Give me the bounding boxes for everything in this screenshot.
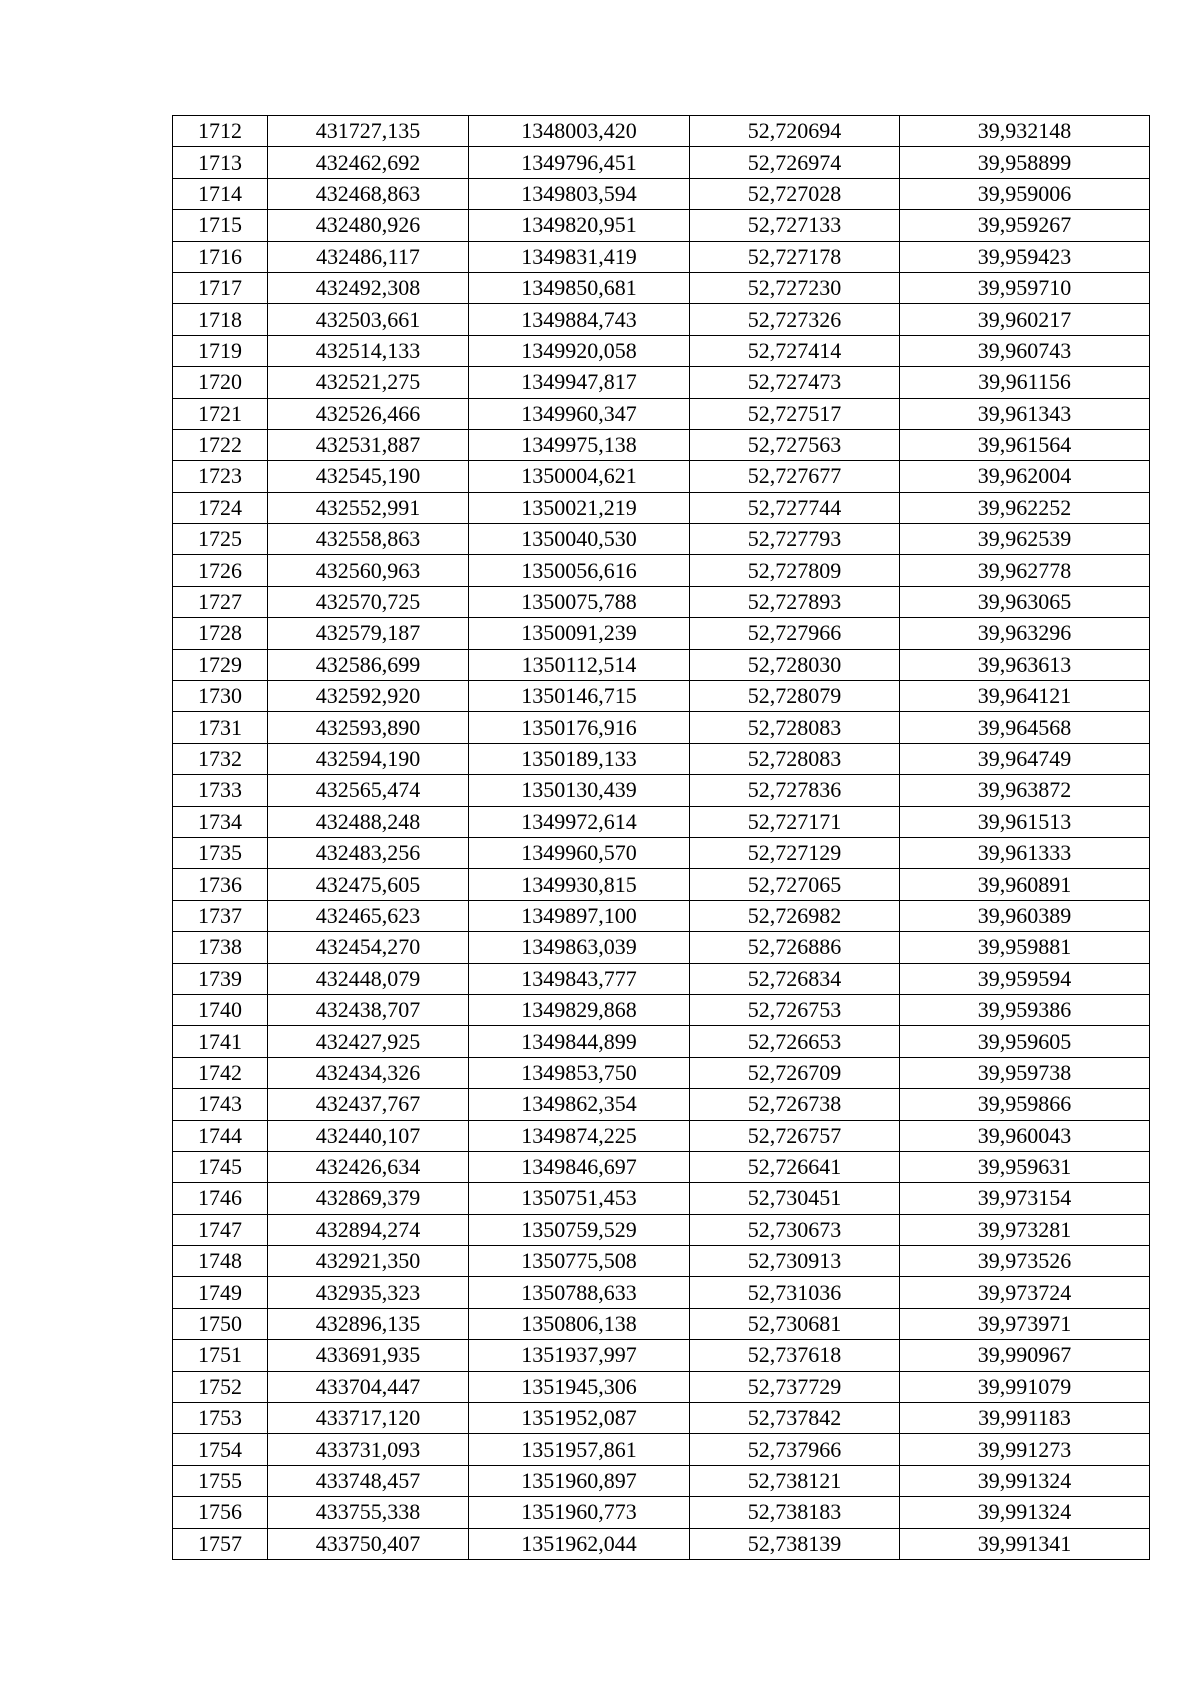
x-coordinate-cell: 432434,326 bbox=[268, 1057, 469, 1088]
latitude-cell: 52,727893 bbox=[690, 586, 900, 617]
longitude-cell: 39,964568 bbox=[900, 712, 1150, 743]
table-row bbox=[173, 806, 1150, 837]
y-coordinate-cell: 1351960,897 bbox=[469, 1465, 690, 1496]
point-number-cell: 1735 bbox=[173, 837, 268, 868]
longitude-cell: 39,991183 bbox=[900, 1403, 1150, 1434]
point-number-cell: 1741 bbox=[173, 1026, 268, 1057]
latitude-cell: 52,727171 bbox=[690, 806, 900, 837]
latitude-cell: 52,728030 bbox=[690, 649, 900, 680]
y-coordinate-cell: 1351937,997 bbox=[469, 1340, 690, 1371]
table-row bbox=[173, 147, 1150, 178]
y-coordinate-cell: 1350056,616 bbox=[469, 555, 690, 586]
latitude-cell: 52,730913 bbox=[690, 1246, 900, 1277]
table-row bbox=[173, 900, 1150, 931]
longitude-cell: 39,959710 bbox=[900, 272, 1150, 303]
x-coordinate-cell: 432475,605 bbox=[268, 869, 469, 900]
latitude-cell: 52,726757 bbox=[690, 1120, 900, 1151]
table-row bbox=[173, 1497, 1150, 1528]
x-coordinate-cell: 432468,863 bbox=[268, 178, 469, 209]
longitude-cell: 39,960043 bbox=[900, 1120, 1150, 1151]
y-coordinate-cell: 1349844,899 bbox=[469, 1026, 690, 1057]
x-coordinate-cell: 432592,920 bbox=[268, 681, 469, 712]
point-number-cell: 1726 bbox=[173, 555, 268, 586]
table-row bbox=[173, 1340, 1150, 1371]
x-coordinate-cell: 433731,093 bbox=[268, 1434, 469, 1465]
y-coordinate-cell: 1349972,614 bbox=[469, 806, 690, 837]
latitude-cell: 52,727809 bbox=[690, 555, 900, 586]
x-coordinate-cell: 432514,133 bbox=[268, 335, 469, 366]
x-coordinate-cell: 432448,079 bbox=[268, 963, 469, 994]
point-number-cell: 1730 bbox=[173, 681, 268, 712]
x-coordinate-cell: 432492,308 bbox=[268, 272, 469, 303]
table-row bbox=[173, 1528, 1150, 1559]
y-coordinate-cell: 1350751,453 bbox=[469, 1183, 690, 1214]
point-number-cell: 1732 bbox=[173, 743, 268, 774]
longitude-cell: 39,959423 bbox=[900, 241, 1150, 272]
x-coordinate-cell: 433748,457 bbox=[268, 1465, 469, 1496]
y-coordinate-cell: 1350759,529 bbox=[469, 1214, 690, 1245]
latitude-cell: 52,738139 bbox=[690, 1528, 900, 1559]
y-coordinate-cell: 1351960,773 bbox=[469, 1497, 690, 1528]
x-coordinate-cell: 432480,926 bbox=[268, 210, 469, 241]
latitude-cell: 52,730673 bbox=[690, 1214, 900, 1245]
longitude-cell: 39,959267 bbox=[900, 210, 1150, 241]
point-number-cell: 1738 bbox=[173, 932, 268, 963]
x-coordinate-cell: 432437,767 bbox=[268, 1089, 469, 1120]
x-coordinate-cell: 432426,634 bbox=[268, 1151, 469, 1182]
x-coordinate-cell: 432921,350 bbox=[268, 1246, 469, 1277]
longitude-cell: 39,959738 bbox=[900, 1057, 1150, 1088]
longitude-cell: 39,961156 bbox=[900, 367, 1150, 398]
table-row bbox=[173, 775, 1150, 806]
x-coordinate-cell: 433704,447 bbox=[268, 1371, 469, 1402]
y-coordinate-cell: 1350189,133 bbox=[469, 743, 690, 774]
latitude-cell: 52,728083 bbox=[690, 743, 900, 774]
point-number-cell: 1712 bbox=[173, 116, 268, 147]
latitude-cell: 52,726834 bbox=[690, 963, 900, 994]
point-number-cell: 1747 bbox=[173, 1214, 268, 1245]
point-number-cell: 1720 bbox=[173, 367, 268, 398]
table-row bbox=[173, 743, 1150, 774]
point-number-cell: 1757 bbox=[173, 1528, 268, 1559]
latitude-cell: 52,727793 bbox=[690, 524, 900, 555]
longitude-cell: 39,973971 bbox=[900, 1308, 1150, 1339]
point-number-cell: 1727 bbox=[173, 586, 268, 617]
y-coordinate-cell: 1349853,750 bbox=[469, 1057, 690, 1088]
table-row bbox=[173, 1214, 1150, 1245]
latitude-cell: 52,737618 bbox=[690, 1340, 900, 1371]
table-row bbox=[173, 461, 1150, 492]
x-coordinate-cell: 432462,692 bbox=[268, 147, 469, 178]
latitude-cell: 52,727028 bbox=[690, 178, 900, 209]
longitude-cell: 39,963065 bbox=[900, 586, 1150, 617]
y-coordinate-cell: 1349831,419 bbox=[469, 241, 690, 272]
table-row bbox=[173, 932, 1150, 963]
table-row bbox=[173, 1183, 1150, 1214]
table-row bbox=[173, 1057, 1150, 1088]
point-number-cell: 1737 bbox=[173, 900, 268, 931]
x-coordinate-cell: 432935,323 bbox=[268, 1277, 469, 1308]
y-coordinate-cell: 1351962,044 bbox=[469, 1528, 690, 1559]
longitude-cell: 39,963872 bbox=[900, 775, 1150, 806]
table-row bbox=[173, 1371, 1150, 1402]
latitude-cell: 52,737842 bbox=[690, 1403, 900, 1434]
x-coordinate-cell: 432558,863 bbox=[268, 524, 469, 555]
point-number-cell: 1754 bbox=[173, 1434, 268, 1465]
latitude-cell: 52,727230 bbox=[690, 272, 900, 303]
y-coordinate-cell: 1349884,743 bbox=[469, 304, 690, 335]
latitude-cell: 52,728083 bbox=[690, 712, 900, 743]
longitude-cell: 39,964749 bbox=[900, 743, 1150, 774]
x-coordinate-cell: 431727,135 bbox=[268, 116, 469, 147]
y-coordinate-cell: 1348003,420 bbox=[469, 116, 690, 147]
x-coordinate-cell: 432593,890 bbox=[268, 712, 469, 743]
point-number-cell: 1744 bbox=[173, 1120, 268, 1151]
y-coordinate-cell: 1349947,817 bbox=[469, 367, 690, 398]
longitude-cell: 39,990967 bbox=[900, 1340, 1150, 1371]
point-number-cell: 1750 bbox=[173, 1308, 268, 1339]
point-number-cell: 1742 bbox=[173, 1057, 268, 1088]
latitude-cell: 52,726641 bbox=[690, 1151, 900, 1182]
longitude-cell: 39,991273 bbox=[900, 1434, 1150, 1465]
longitude-cell: 39,961343 bbox=[900, 398, 1150, 429]
point-number-cell: 1715 bbox=[173, 210, 268, 241]
latitude-cell: 52,730451 bbox=[690, 1183, 900, 1214]
x-coordinate-cell: 432454,270 bbox=[268, 932, 469, 963]
y-coordinate-cell: 1351945,306 bbox=[469, 1371, 690, 1402]
x-coordinate-cell: 432565,474 bbox=[268, 775, 469, 806]
longitude-cell: 39,960217 bbox=[900, 304, 1150, 335]
y-coordinate-cell: 1349796,451 bbox=[469, 147, 690, 178]
table-row bbox=[173, 1246, 1150, 1277]
point-number-cell: 1718 bbox=[173, 304, 268, 335]
y-coordinate-cell: 1350040,530 bbox=[469, 524, 690, 555]
point-number-cell: 1716 bbox=[173, 241, 268, 272]
x-coordinate-cell: 432503,661 bbox=[268, 304, 469, 335]
latitude-cell: 52,737966 bbox=[690, 1434, 900, 1465]
table-row bbox=[173, 618, 1150, 649]
longitude-cell: 39,973724 bbox=[900, 1277, 1150, 1308]
latitude-cell: 52,727563 bbox=[690, 429, 900, 460]
x-coordinate-cell: 432894,274 bbox=[268, 1214, 469, 1245]
latitude-cell: 52,730681 bbox=[690, 1308, 900, 1339]
x-coordinate-cell: 432465,623 bbox=[268, 900, 469, 931]
latitude-cell: 52,726753 bbox=[690, 994, 900, 1025]
x-coordinate-cell: 432427,925 bbox=[268, 1026, 469, 1057]
latitude-cell: 52,731036 bbox=[690, 1277, 900, 1308]
longitude-cell: 39,962252 bbox=[900, 492, 1150, 523]
y-coordinate-cell: 1351957,861 bbox=[469, 1434, 690, 1465]
table-row bbox=[173, 1089, 1150, 1120]
latitude-cell: 52,727129 bbox=[690, 837, 900, 868]
x-coordinate-cell: 432579,187 bbox=[268, 618, 469, 649]
x-coordinate-cell: 432440,107 bbox=[268, 1120, 469, 1151]
longitude-cell: 39,962778 bbox=[900, 555, 1150, 586]
latitude-cell: 52,726709 bbox=[690, 1057, 900, 1088]
longitude-cell: 39,961513 bbox=[900, 806, 1150, 837]
latitude-cell: 52,727133 bbox=[690, 210, 900, 241]
longitude-cell: 39,959631 bbox=[900, 1151, 1150, 1182]
longitude-cell: 39,973526 bbox=[900, 1246, 1150, 1277]
point-number-cell: 1731 bbox=[173, 712, 268, 743]
point-number-cell: 1723 bbox=[173, 461, 268, 492]
table-row bbox=[173, 429, 1150, 460]
table-row bbox=[173, 1151, 1150, 1182]
point-number-cell: 1736 bbox=[173, 869, 268, 900]
table-row bbox=[173, 681, 1150, 712]
x-coordinate-cell: 432869,379 bbox=[268, 1183, 469, 1214]
x-coordinate-cell: 432570,725 bbox=[268, 586, 469, 617]
point-number-cell: 1746 bbox=[173, 1183, 268, 1214]
table-row bbox=[173, 1403, 1150, 1434]
latitude-cell: 52,728079 bbox=[690, 681, 900, 712]
x-coordinate-cell: 432531,887 bbox=[268, 429, 469, 460]
x-coordinate-cell: 432526,466 bbox=[268, 398, 469, 429]
table-row bbox=[173, 272, 1150, 303]
point-number-cell: 1714 bbox=[173, 178, 268, 209]
point-number-cell: 1753 bbox=[173, 1403, 268, 1434]
table-row bbox=[173, 1465, 1150, 1496]
table-row bbox=[173, 869, 1150, 900]
y-coordinate-cell: 1350091,239 bbox=[469, 618, 690, 649]
latitude-cell: 52,727517 bbox=[690, 398, 900, 429]
x-coordinate-cell: 433691,935 bbox=[268, 1340, 469, 1371]
longitude-cell: 39,960891 bbox=[900, 869, 1150, 900]
longitude-cell: 39,959386 bbox=[900, 994, 1150, 1025]
table-row bbox=[173, 586, 1150, 617]
longitude-cell: 39,959605 bbox=[900, 1026, 1150, 1057]
point-number-cell: 1755 bbox=[173, 1465, 268, 1496]
y-coordinate-cell: 1350775,508 bbox=[469, 1246, 690, 1277]
y-coordinate-cell: 1350146,715 bbox=[469, 681, 690, 712]
longitude-cell: 39,991341 bbox=[900, 1528, 1150, 1559]
longitude-cell: 39,963296 bbox=[900, 618, 1150, 649]
y-coordinate-cell: 1349920,058 bbox=[469, 335, 690, 366]
x-coordinate-cell: 432438,707 bbox=[268, 994, 469, 1025]
table-row bbox=[173, 1120, 1150, 1151]
point-number-cell: 1748 bbox=[173, 1246, 268, 1277]
coordinates-table bbox=[172, 115, 1150, 1560]
y-coordinate-cell: 1349820,951 bbox=[469, 210, 690, 241]
table-row bbox=[173, 837, 1150, 868]
point-number-cell: 1745 bbox=[173, 1151, 268, 1182]
point-number-cell: 1739 bbox=[173, 963, 268, 994]
y-coordinate-cell: 1351952,087 bbox=[469, 1403, 690, 1434]
y-coordinate-cell: 1349843,777 bbox=[469, 963, 690, 994]
y-coordinate-cell: 1350806,138 bbox=[469, 1308, 690, 1339]
latitude-cell: 52,727744 bbox=[690, 492, 900, 523]
table-row bbox=[173, 649, 1150, 680]
latitude-cell: 52,727065 bbox=[690, 869, 900, 900]
table-row bbox=[173, 210, 1150, 241]
x-coordinate-cell: 432552,991 bbox=[268, 492, 469, 523]
y-coordinate-cell: 1349846,697 bbox=[469, 1151, 690, 1182]
longitude-cell: 39,959866 bbox=[900, 1089, 1150, 1120]
latitude-cell: 52,738183 bbox=[690, 1497, 900, 1528]
x-coordinate-cell: 432586,699 bbox=[268, 649, 469, 680]
longitude-cell: 39,991079 bbox=[900, 1371, 1150, 1402]
table-row bbox=[173, 367, 1150, 398]
longitude-cell: 39,959881 bbox=[900, 932, 1150, 963]
x-coordinate-cell: 433750,407 bbox=[268, 1528, 469, 1559]
point-number-cell: 1725 bbox=[173, 524, 268, 555]
y-coordinate-cell: 1350130,439 bbox=[469, 775, 690, 806]
latitude-cell: 52,737729 bbox=[690, 1371, 900, 1402]
longitude-cell: 39,960389 bbox=[900, 900, 1150, 931]
latitude-cell: 52,727836 bbox=[690, 775, 900, 806]
point-number-cell: 1743 bbox=[173, 1089, 268, 1120]
y-coordinate-cell: 1349803,594 bbox=[469, 178, 690, 209]
longitude-cell: 39,973154 bbox=[900, 1183, 1150, 1214]
longitude-cell: 39,991324 bbox=[900, 1465, 1150, 1496]
table-row bbox=[173, 492, 1150, 523]
latitude-cell: 52,738121 bbox=[690, 1465, 900, 1496]
latitude-cell: 52,726886 bbox=[690, 932, 900, 963]
y-coordinate-cell: 1349874,225 bbox=[469, 1120, 690, 1151]
point-number-cell: 1734 bbox=[173, 806, 268, 837]
point-number-cell: 1756 bbox=[173, 1497, 268, 1528]
longitude-cell: 39,962004 bbox=[900, 461, 1150, 492]
latitude-cell: 52,727473 bbox=[690, 367, 900, 398]
latitude-cell: 52,720694 bbox=[690, 116, 900, 147]
latitude-cell: 52,727414 bbox=[690, 335, 900, 366]
y-coordinate-cell: 1349975,138 bbox=[469, 429, 690, 460]
longitude-cell: 39,958899 bbox=[900, 147, 1150, 178]
x-coordinate-cell: 432594,190 bbox=[268, 743, 469, 774]
longitude-cell: 39,962539 bbox=[900, 524, 1150, 555]
point-number-cell: 1713 bbox=[173, 147, 268, 178]
longitude-cell: 39,959006 bbox=[900, 178, 1150, 209]
latitude-cell: 52,727326 bbox=[690, 304, 900, 335]
longitude-cell: 39,991324 bbox=[900, 1497, 1150, 1528]
latitude-cell: 52,726653 bbox=[690, 1026, 900, 1057]
table-row bbox=[173, 1277, 1150, 1308]
table-row bbox=[173, 398, 1150, 429]
y-coordinate-cell: 1350004,621 bbox=[469, 461, 690, 492]
table-row bbox=[173, 994, 1150, 1025]
x-coordinate-cell: 432488,248 bbox=[268, 806, 469, 837]
y-coordinate-cell: 1350788,633 bbox=[469, 1277, 690, 1308]
point-number-cell: 1717 bbox=[173, 272, 268, 303]
x-coordinate-cell: 432483,256 bbox=[268, 837, 469, 868]
latitude-cell: 52,726738 bbox=[690, 1089, 900, 1120]
y-coordinate-cell: 1349862,354 bbox=[469, 1089, 690, 1120]
table-row bbox=[173, 241, 1150, 272]
longitude-cell: 39,959594 bbox=[900, 963, 1150, 994]
table-row bbox=[173, 524, 1150, 555]
table-row bbox=[173, 304, 1150, 335]
x-coordinate-cell: 433755,338 bbox=[268, 1497, 469, 1528]
table-row bbox=[173, 1026, 1150, 1057]
longitude-cell: 39,961564 bbox=[900, 429, 1150, 460]
table-row bbox=[173, 335, 1150, 366]
latitude-cell: 52,727966 bbox=[690, 618, 900, 649]
y-coordinate-cell: 1350176,916 bbox=[469, 712, 690, 743]
point-number-cell: 1733 bbox=[173, 775, 268, 806]
table-row bbox=[173, 178, 1150, 209]
y-coordinate-cell: 1350021,219 bbox=[469, 492, 690, 523]
y-coordinate-cell: 1349850,681 bbox=[469, 272, 690, 303]
longitude-cell: 39,960743 bbox=[900, 335, 1150, 366]
latitude-cell: 52,727677 bbox=[690, 461, 900, 492]
point-number-cell: 1724 bbox=[173, 492, 268, 523]
coordinates-table-body bbox=[173, 116, 1150, 1560]
x-coordinate-cell: 432486,117 bbox=[268, 241, 469, 272]
table-row bbox=[173, 963, 1150, 994]
x-coordinate-cell: 432521,275 bbox=[268, 367, 469, 398]
latitude-cell: 52,726974 bbox=[690, 147, 900, 178]
longitude-cell: 39,961333 bbox=[900, 837, 1150, 868]
longitude-cell: 39,963613 bbox=[900, 649, 1150, 680]
latitude-cell: 52,726982 bbox=[690, 900, 900, 931]
x-coordinate-cell: 432560,963 bbox=[268, 555, 469, 586]
point-number-cell: 1752 bbox=[173, 1371, 268, 1402]
point-number-cell: 1728 bbox=[173, 618, 268, 649]
point-number-cell: 1719 bbox=[173, 335, 268, 366]
y-coordinate-cell: 1349829,868 bbox=[469, 994, 690, 1025]
x-coordinate-cell: 432896,135 bbox=[268, 1308, 469, 1339]
longitude-cell: 39,964121 bbox=[900, 681, 1150, 712]
table-row bbox=[173, 712, 1150, 743]
y-coordinate-cell: 1349897,100 bbox=[469, 900, 690, 931]
y-coordinate-cell: 1349960,347 bbox=[469, 398, 690, 429]
y-coordinate-cell: 1350075,788 bbox=[469, 586, 690, 617]
y-coordinate-cell: 1349930,815 bbox=[469, 869, 690, 900]
point-number-cell: 1749 bbox=[173, 1277, 268, 1308]
point-number-cell: 1721 bbox=[173, 398, 268, 429]
point-number-cell: 1722 bbox=[173, 429, 268, 460]
point-number-cell: 1751 bbox=[173, 1340, 268, 1371]
table-row bbox=[173, 1308, 1150, 1339]
table-row bbox=[173, 116, 1150, 147]
y-coordinate-cell: 1349960,570 bbox=[469, 837, 690, 868]
point-number-cell: 1729 bbox=[173, 649, 268, 680]
y-coordinate-cell: 1350112,514 bbox=[469, 649, 690, 680]
x-coordinate-cell: 432545,190 bbox=[268, 461, 469, 492]
table-row bbox=[173, 555, 1150, 586]
point-number-cell: 1740 bbox=[173, 994, 268, 1025]
longitude-cell: 39,973281 bbox=[900, 1214, 1150, 1245]
x-coordinate-cell: 433717,120 bbox=[268, 1403, 469, 1434]
longitude-cell: 39,932148 bbox=[900, 116, 1150, 147]
table-row bbox=[173, 1434, 1150, 1465]
y-coordinate-cell: 1349863,039 bbox=[469, 932, 690, 963]
latitude-cell: 52,727178 bbox=[690, 241, 900, 272]
